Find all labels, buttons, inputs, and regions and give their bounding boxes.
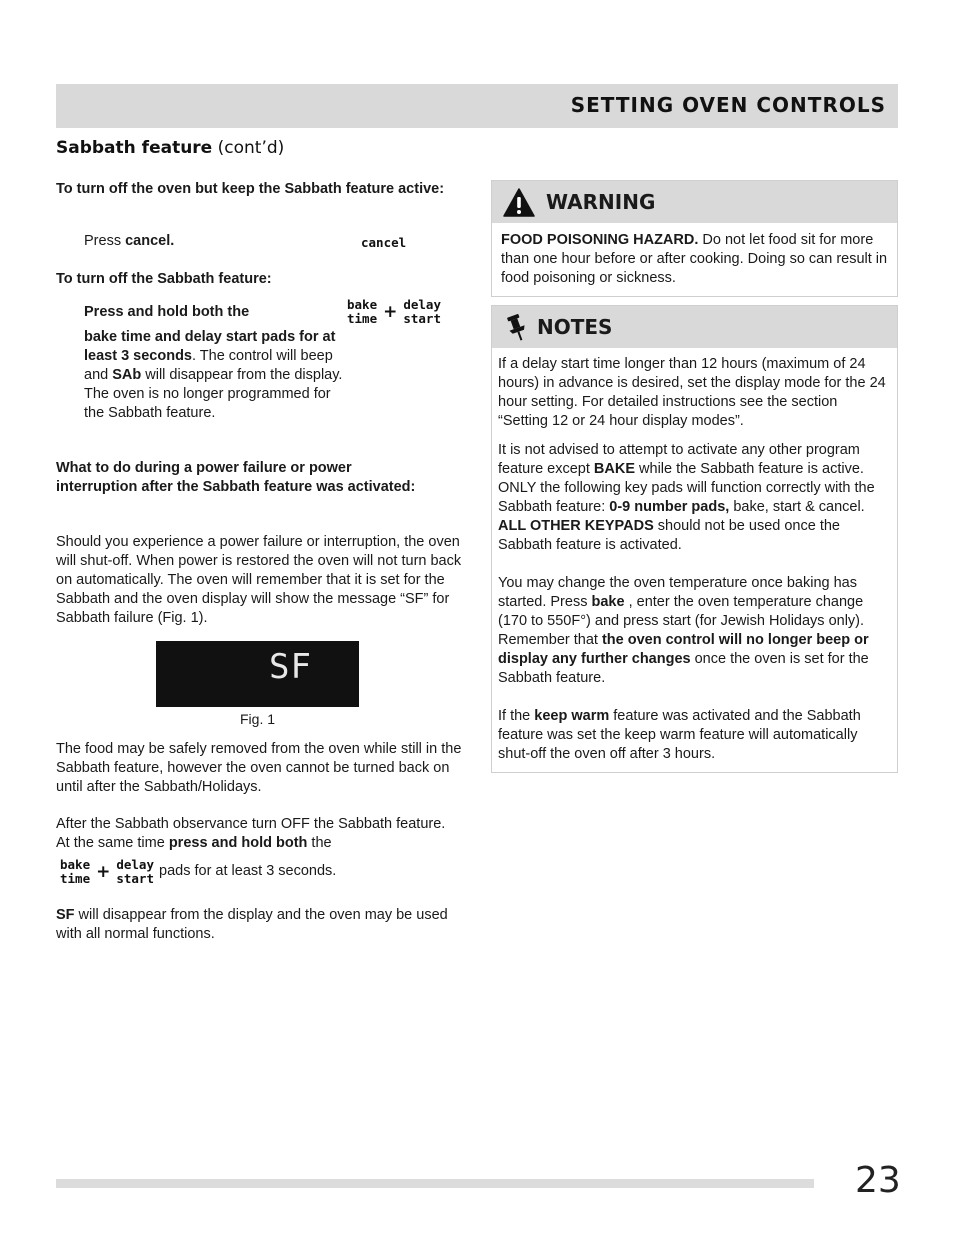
notes-header <box>492 306 897 348</box>
notes-p3-c: once the oven is set for the Sabbath feature. <box>498 651 869 686</box>
notes-paragraph-4 <box>498 707 887 764</box>
display-sf-text: SF <box>269 647 312 687</box>
key-delay-label: delay <box>403 297 441 312</box>
press-hold-line1: Press and hold both the <box>84 304 250 320</box>
notes-p3-bold: the oven control will no longer beep or display any further changes <box>498 632 869 667</box>
warning-body <box>492 223 897 296</box>
notes-p2-d: should not be used once the Sabbath feature is activated. <box>498 518 840 553</box>
delay-start-key-icon-2 <box>116 858 154 886</box>
sf-disappear-paragraph <box>56 906 456 944</box>
cancel-key-icon: cancel <box>361 235 407 250</box>
key-start-label: start <box>403 311 441 326</box>
notes-paragraph-3 <box>498 574 887 688</box>
page-number: 23 <box>855 1160 901 1201</box>
turn-off-sabbath-heading: To turn off the Sabbath feature: <box>56 271 272 287</box>
notes-paragraph-2 <box>498 441 887 555</box>
notes-p4-bold: keep warm <box>534 708 610 724</box>
key-time-label: time <box>347 311 378 326</box>
sf-bold: SF <box>56 907 75 923</box>
warning-text: Do not let food sit for more than one hour before or after cooking. Doing so can result in food poisoning or sickness. <box>501 232 888 286</box>
notes-p2-pads: 0-9 number pads, <box>609 499 730 515</box>
section-title-bold: Sabbath feature <box>56 138 213 158</box>
food-removal-paragraph: The food may be safely removed from the oven while still in the Sabbath feature, however the oven cannot be turned back on until after the Sabbath/Holidays. <box>56 741 462 795</box>
press-cancel-line <box>84 232 174 251</box>
notes-p3-b: , enter the oven temperature change (170 to 550F°) and press start (for Jewish Holidays only). Remember that <box>498 594 865 648</box>
after-para-a: After the Sabbath observance turn OFF the Sabbath feature. At the same time <box>56 816 446 851</box>
power-failure-paragraph: Should you experience a power failure or interruption, the oven will shut-off. When power is restored the oven will not turn back on automatically. The oven will remember that it is set for the Sabbath and the oven display will show the message “SF” for Sabbath failure (Fig. 1). <box>56 534 462 626</box>
warning-bold: FOOD POISONING HAZARD. <box>501 232 699 248</box>
key-bake-label-2: bake <box>60 857 91 872</box>
header-bar <box>56 84 898 128</box>
plus-icon-2: + <box>96 862 111 882</box>
key-start-label-2: start <box>116 871 154 886</box>
delay-start-key-icon <box>403 298 441 326</box>
warning-panel <box>491 180 898 297</box>
pushpin-icon <box>506 313 528 343</box>
notes-p3-a: You may change the oven temperature once baking has started. Press <box>498 575 857 610</box>
notes-panel <box>491 305 898 773</box>
turn-off-keep-heading: To turn off the oven but keep the Sabbath feature active: <box>56 181 445 197</box>
press-hold-bold: bake time and delay start pads for at least 3 seconds <box>84 329 336 364</box>
bake-time-key-icon-2 <box>60 858 90 886</box>
notes-paragraph-1: If a delay start time longer than 12 hours (maximum of 24 hours) in advance is desired, set the display mode for the 24 hour setting. For detailed instructions see the section “Setting 12 or 24 hour display modes”. <box>498 356 886 429</box>
oven-display-figure <box>156 641 359 707</box>
sf-rest: will disappear from the display and the oven may be used with all normal functions. <box>56 907 448 942</box>
key-bake-label: bake <box>347 297 378 312</box>
after-para-b: the <box>307 835 332 851</box>
sab-bold: SAb <box>112 367 142 383</box>
bake-time-key-icon <box>347 298 377 326</box>
page-header-title: SETTING OVEN CONTROLS <box>570 93 886 117</box>
notes-p2-c: bake, start & cancel. <box>729 499 865 515</box>
section-title <box>56 138 284 158</box>
notes-p2-other: ALL OTHER KEYPADS <box>498 518 654 534</box>
warning-triangle-icon <box>503 188 535 217</box>
footer-bar <box>56 1179 814 1188</box>
notes-title: NOTES <box>537 315 613 339</box>
press-prefix: Press <box>84 233 126 249</box>
notes-body <box>492 348 897 772</box>
notes-p2-b: while the Sabbath feature is active. ONLY the following key pads will function correctly with the Sabbath feature: <box>498 461 875 515</box>
after-sabbath-paragraph <box>56 815 446 853</box>
notes-p4-a: If the <box>498 708 535 724</box>
press-cancel-bold: cancel. <box>125 233 175 249</box>
pads-text: pads for at least 3 seconds. <box>159 863 337 879</box>
press-hold-paragraph <box>84 328 346 423</box>
bake-time-delay-start-keys-2 <box>60 858 154 886</box>
warning-title: WARNING <box>546 190 656 214</box>
press-hold-rest1: . The control will beep and <box>84 348 333 383</box>
figure-caption: Fig. 1 <box>240 711 276 727</box>
section-title-suffix: (cont’d) <box>212 138 285 158</box>
plus-icon: + <box>383 302 398 322</box>
press-hold-rest2: will disappear from the display. The oven is no longer programmed for the Sabbath feature. <box>84 367 343 421</box>
notes-p2-bake: BAKE <box>593 461 636 477</box>
notes-p4-b: feature was activated and the Sabbath feature was set the keep warm feature will automatically shut-off the oven off after 3 hours. <box>498 708 861 762</box>
notes-p3-bake: bake <box>591 594 625 610</box>
after-para-bold: press and hold both <box>168 835 308 851</box>
key-delay-label-2: delay <box>116 857 154 872</box>
notes-p2-a: It is not advised to attempt to activate any other program feature except <box>498 442 860 477</box>
power-failure-heading: What to do during a power failure or power interruption after the Sabbath feature was activated: <box>56 460 416 495</box>
bake-time-delay-start-keys <box>347 298 441 326</box>
warning-header <box>492 181 897 223</box>
key-time-label-2: time <box>60 871 91 886</box>
